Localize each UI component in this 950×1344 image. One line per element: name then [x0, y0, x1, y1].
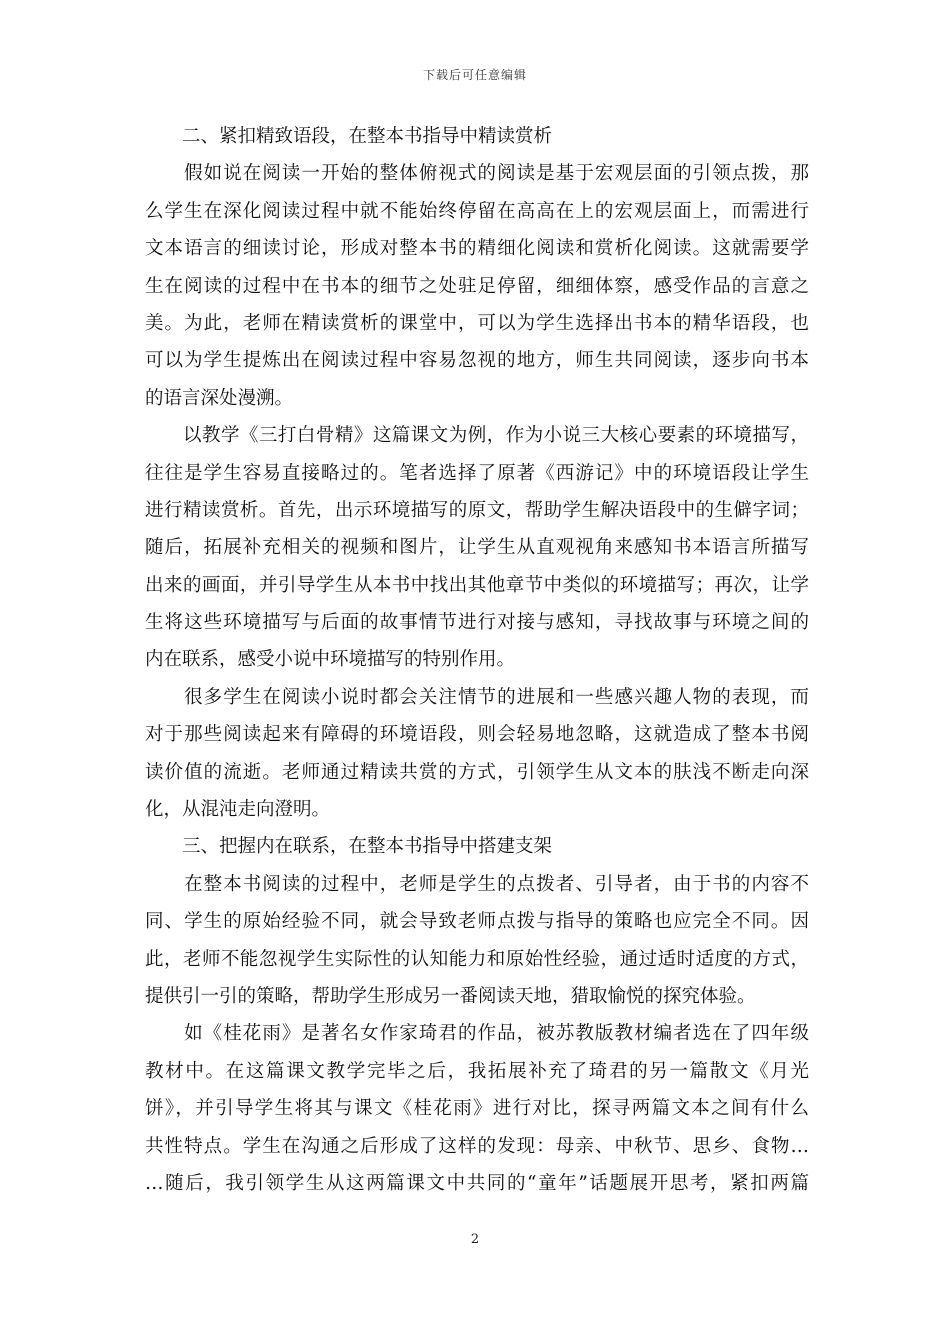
text-line: 在整本书阅读的过程中，老师是学生的点拨者、引导者，由于书的内容不	[145, 873, 809, 895]
text-line: 文本语言的细读讨论，形成对整本书的精细化阅读和赏析化阅读。这就需要学	[145, 238, 809, 260]
text-line: 此，老师不能忽视学生实际性的认知能力和原始性经验，通过适时适度的方式，	[145, 948, 809, 970]
text-line: 美。为此，老师在精读赏析的课堂中，可以为学生选择出书本的精华语段，也	[145, 312, 809, 334]
section-heading-2: 二、紧扣精致语段，在整本书指导中精读赏析	[182, 126, 553, 147]
text-line: 如《桂花雨》是著名女作家琦君的作品，被苏教版教材编者选在了四年级	[145, 1023, 809, 1045]
text-line: 假如说在阅读一开始的整体俯视式的阅读是基于宏观层面的引领点拨，那	[145, 163, 809, 185]
paragraph	[145, 155, 809, 417]
text-line: 提供引一引的策略，帮助学生形成另一番阅读天地，猎取愉悦的探究体验。	[145, 985, 756, 1007]
text-line: …随后，我引领学生从这两篇课文中共同的“童年”话题展开思考，紧扣两篇	[145, 1172, 809, 1194]
document-body	[145, 118, 809, 1202]
text-line: 饼》，并引导学生将其与课文《桂花雨》进行对比，探寻两篇文本之间有什么	[145, 1098, 809, 1120]
paragraph	[145, 417, 809, 679]
text-line: 么学生在深化阅读过程中就不能始终停留在高高在上的宏观层面上，而需进行	[145, 200, 809, 222]
text-line: 的语言深处漫溯。	[145, 387, 294, 409]
text-line: 可以为学生提炼出在阅读过程中容易忽视的地方，师生共同阅读，逐步向书本	[145, 350, 809, 372]
text-line: 很多学生在阅读小说时都会关注情节的进展和一些感兴趣人物的表现，而	[145, 686, 809, 708]
text-line: 同、学生的原始经验不同，就会导致老师点拨与指导的策略也应完全不同。因	[145, 911, 809, 933]
text-line: 化，从混沌走向澄明。	[145, 799, 331, 821]
text-line: 生将这些环境描写与后面的故事情节进行对接与感知，寻找故事与环境之间的	[145, 612, 809, 634]
text-line: 以教学《三打白骨精》这篇课文为例，作为小说三大核心要素的环境描写，	[145, 425, 809, 447]
text-line: 教材中。在这篇课文教学完毕之后，我拓展补充了琦君的另一篇散文《月光	[145, 1060, 809, 1082]
paragraph	[145, 679, 809, 829]
text-line: 往往是学生容易直接略过的。笔者选择了原著《西游记》中的环境语段让学生	[145, 462, 809, 484]
text-line: 对于那些阅读起来有障碍的环境语段，则会轻易地忽略，这就造成了整本书阅	[145, 724, 809, 746]
text-line: 进行精读赏析。首先，出示环境描写的原文，帮助学生解决语段中的生僻字词；	[145, 499, 809, 521]
paragraph	[145, 1015, 809, 1202]
text-line: 读价值的流逝。老师通过精读共赏的方式，引领学生从文本的肤浅不断走向深	[145, 761, 809, 783]
text-line: 生在阅读的过程中在书本的细节之处驻足停留，细细体察，感受作品的言意之	[145, 275, 809, 297]
page-number: 2	[470, 1232, 480, 1247]
text-line: 内在联系，感受小说中环境描写的特别作用。	[145, 649, 516, 671]
text-line: 共性特点。学生在沟通之后形成了这样的发现：母亲、中秋节、思乡、食物…	[145, 1135, 809, 1157]
section-heading-3: 三、把握内在联系，在整本书指导中搭建支架	[182, 836, 553, 858]
text-line: 出来的画面，并引导学生从本书中找出其他章节中类似的环境描写；再次，让学	[145, 574, 809, 596]
paragraph	[145, 866, 809, 1016]
page-header: 下载后可任意编辑	[422, 68, 527, 82]
text-line: 随后，拓展补充相关的视频和图片，让学生从直观视角来感知书本语言所描写	[145, 537, 809, 559]
